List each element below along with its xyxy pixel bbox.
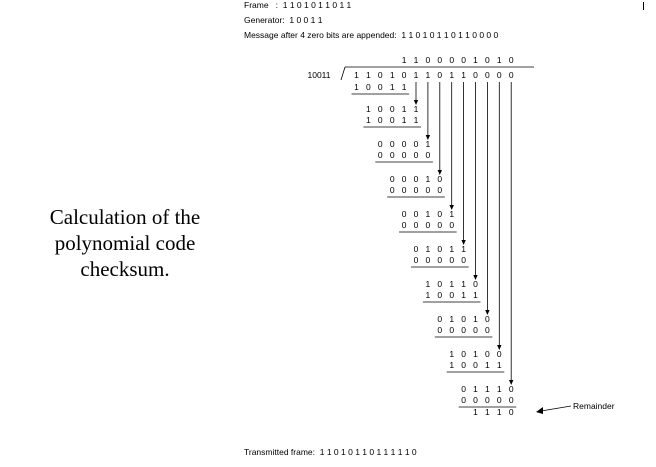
subtrahend-digit: 0 (485, 325, 490, 335)
remainder-digit: 0 (508, 407, 514, 417)
dividend-digit: 1 (389, 70, 395, 80)
intermediate-digit: 1 (461, 244, 466, 254)
subtrahend-digit: 1 (401, 82, 407, 92)
subtrahend-digit: 0 (449, 325, 455, 335)
subtrahend-digit: 0 (437, 255, 443, 265)
quotient-digit: 1 (473, 55, 478, 65)
intermediate-digit: 1 (425, 209, 431, 219)
dividend-digit: 1 (366, 70, 371, 80)
dividend-digit: 1 (354, 70, 359, 80)
subtrahend-digit: 0 (473, 360, 478, 370)
message-label: Message after 4 zero bits are appended: (244, 30, 397, 40)
dividend-digit: 1 (449, 70, 455, 80)
subtrahend-digit: 1 (485, 360, 490, 370)
intermediate-digit: 1 (449, 209, 455, 219)
caption-line: Calculation of the (49, 205, 201, 229)
remainder-label: Remainder (573, 401, 615, 411)
intermediate-digit: 1 (449, 244, 455, 254)
transmitted-label: Transmitted frame: (244, 447, 316, 457)
subtrahend-digit: 0 (473, 395, 478, 405)
dividend-digit: 0 (485, 70, 490, 80)
intermediate-digit: 0 (377, 139, 383, 149)
subtrahend-digit: 0 (401, 185, 407, 195)
subtrahend-digit: 1 (354, 82, 359, 92)
intermediate-digit: 1 (425, 174, 431, 184)
intermediate-digit: 0 (413, 209, 419, 219)
generator-label: Generator: (244, 15, 285, 25)
intermediate-digit: 0 (437, 174, 443, 184)
remainder-pointer-arrowhead (536, 407, 543, 414)
intermediate-digit: 0 (437, 244, 443, 254)
quotient-digit: 1 (496, 55, 502, 65)
subtrahend-digit: 0 (437, 325, 443, 335)
intermediate-digit: 1 (461, 279, 466, 289)
subtrahend-digit: 0 (413, 255, 419, 265)
intermediate-digit: 0 (461, 349, 466, 359)
subtrahend-digit: 0 (377, 150, 383, 160)
intermediate-digit: 0 (473, 279, 478, 289)
intermediate-digit: 1 (473, 384, 478, 394)
intermediate-digit: 0 (401, 174, 407, 184)
intermediate-digit: 1 (473, 314, 478, 324)
subtrahend-digit: 0 (401, 220, 407, 230)
subtrahend-digit: 0 (413, 150, 419, 160)
frame-value: 1 1 0 1 0 1 1 0 1 1 (282, 0, 352, 10)
subtrahend-digit: 0 (425, 185, 431, 195)
intermediate-digit: 0 (389, 174, 395, 184)
frame-label: Frame (244, 0, 269, 10)
subtrahend-digit: 0 (461, 395, 466, 405)
intermediate-digit: 0 (413, 139, 419, 149)
intermediate-digit: 0 (401, 209, 407, 219)
subtrahend-digit: 0 (425, 150, 431, 160)
intermediate-digit: 1 (449, 349, 455, 359)
caption-line: polynomial code (54, 231, 196, 255)
intermediate-digit: 0 (437, 279, 443, 289)
quotient-digit: 0 (437, 55, 443, 65)
intermediate-digit: 0 (461, 314, 466, 324)
subtrahend-digit: 1 (413, 115, 419, 125)
subtrahend-digit: 0 (437, 185, 443, 195)
remainder-digit: 1 (496, 407, 502, 417)
intermediate-digit: 0 (401, 139, 407, 149)
dividend-digit: 1 (461, 70, 466, 80)
subtrahend-digit: 0 (461, 325, 466, 335)
subtrahend-digit: 0 (389, 115, 395, 125)
intermediate-digit: 0 (389, 139, 395, 149)
intermediate-digit: 1 (485, 384, 490, 394)
dividend-digit: 0 (377, 70, 383, 80)
subtrahend-digit: 0 (461, 255, 466, 265)
quotient-digit: 1 (413, 55, 419, 65)
transmitted-value: 1 1 0 1 0 1 1 0 1 1 1 1 1 0 (319, 447, 417, 457)
subtrahend-digit: 0 (389, 150, 395, 160)
divisor-label: 10011 (307, 70, 331, 80)
subtrahend-digit: 0 (413, 185, 419, 195)
subtrahend-digit: 0 (508, 395, 514, 405)
quotient-digit: 1 (401, 55, 407, 65)
intermediate-digit: 1 (425, 139, 431, 149)
subtrahend-digit: 0 (449, 255, 455, 265)
subtrahend-digit: 0 (473, 325, 478, 335)
subtrahend-digit: 0 (449, 220, 455, 230)
intermediate-digit: 1 (473, 349, 478, 359)
intermediate-digit: 0 (389, 104, 395, 114)
intermediate-digit: 0 (437, 209, 443, 219)
subtrahend-digit: 1 (425, 290, 431, 300)
remainder-digit: 1 (473, 407, 478, 417)
intermediate-digit: 0 (461, 384, 466, 394)
quotient-digit: 0 (425, 55, 431, 65)
intermediate-digit: 0 (377, 104, 383, 114)
subtrahend-digit: 0 (437, 290, 443, 300)
division-bracket (341, 67, 345, 80)
dividend-digit: 1 (413, 70, 419, 80)
remainder-pointer (541, 406, 571, 411)
generator-value: 1 0 0 1 1 (289, 15, 323, 25)
intermediate-digit: 1 (366, 104, 371, 114)
remainder-digit: 1 (485, 407, 490, 417)
intermediate-digit: 0 (413, 174, 419, 184)
intermediate-digit: 0 (485, 314, 490, 324)
quotient-digit: 0 (508, 55, 514, 65)
subtrahend-digit: 0 (485, 395, 490, 405)
subtrahend-digit: 0 (461, 360, 466, 370)
subtrahend-digit: 1 (461, 290, 466, 300)
subtrahend-digit: 0 (401, 150, 407, 160)
dividend-digit: 0 (508, 70, 514, 80)
intermediate-digit: 0 (496, 349, 502, 359)
intermediate-digit: 0 (437, 314, 443, 324)
subtrahend-digit: 0 (425, 255, 431, 265)
intermediate-digit: 1 (449, 279, 455, 289)
subtrahend-digit: 0 (496, 395, 502, 405)
frame-line: Frame : 1 1 0 1 0 1 1 0 1 1 (244, 0, 352, 10)
subtrahend-digit: 1 (389, 82, 395, 92)
dividend-digit: 1 (425, 70, 431, 80)
quotient-digit: 0 (449, 55, 455, 65)
intermediate-digit: 1 (413, 104, 419, 114)
subtrahend-digit: 0 (413, 220, 419, 230)
quotient-digit: 0 (485, 55, 490, 65)
quotient-digit: 0 (461, 55, 466, 65)
intermediate-digit: 1 (449, 314, 455, 324)
dividend-digit: 0 (437, 70, 443, 80)
subtrahend-digit: 0 (366, 82, 371, 92)
subtrahend-digit: 0 (449, 290, 455, 300)
intermediate-digit: 0 (485, 349, 490, 359)
intermediate-digit: 1 (496, 384, 502, 394)
subtrahend-digit: 0 (389, 185, 395, 195)
subtrahend-digit: 0 (377, 82, 383, 92)
intermediate-digit: 0 (413, 244, 419, 254)
dividend-digit: 0 (401, 70, 407, 80)
subtrahend-digit: 1 (473, 290, 478, 300)
subtrahend-digit: 0 (425, 220, 431, 230)
subtrahend-digit: 1 (366, 115, 371, 125)
subtrahend-digit: 0 (377, 115, 383, 125)
intermediate-digit: 1 (425, 279, 431, 289)
subtrahend-digit: 1 (449, 360, 455, 370)
intermediate-digit: 1 (401, 104, 407, 114)
dividend-digit: 0 (496, 70, 502, 80)
intermediate-digit: 0 (508, 384, 514, 394)
intermediate-digit: 1 (425, 244, 431, 254)
caption-line: checksum. (80, 257, 170, 281)
subtrahend-digit: 1 (496, 360, 502, 370)
subtrahend-digit: 0 (437, 220, 443, 230)
subtrahend-digit: 1 (401, 115, 407, 125)
message-value: 1 1 0 1 0 1 1 0 1 1 0 0 0 0 (401, 30, 499, 40)
dividend-digit: 0 (473, 70, 478, 80)
